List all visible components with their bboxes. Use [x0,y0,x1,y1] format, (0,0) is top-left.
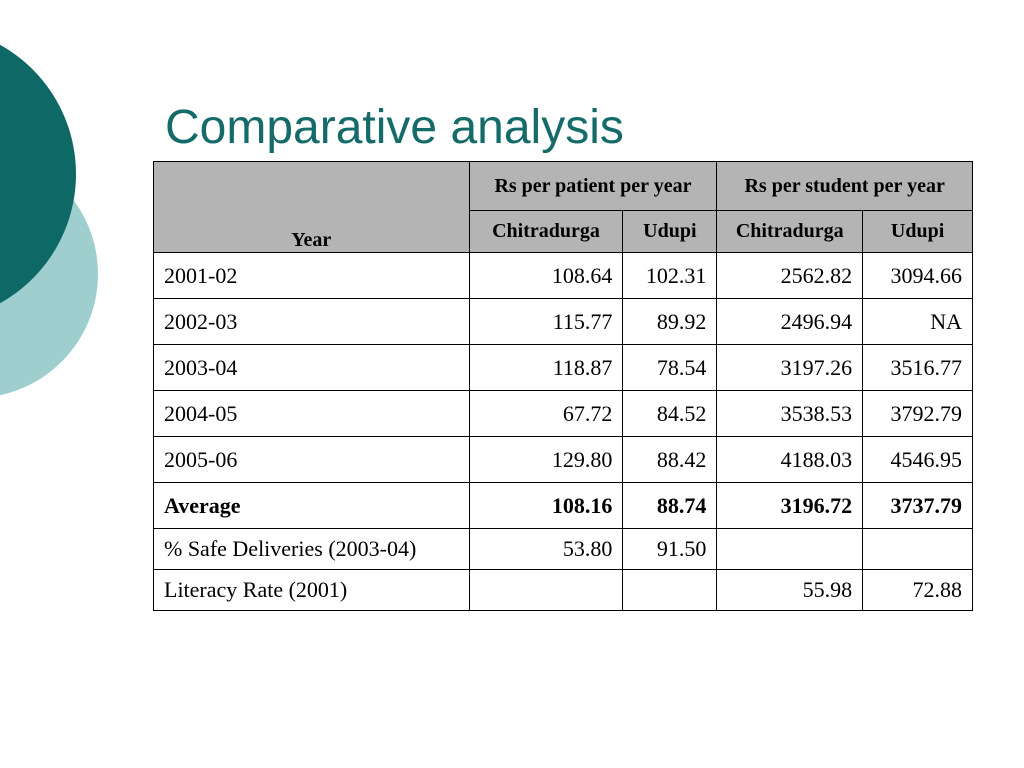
table-cell: 4188.03 [717,437,863,483]
table-cell: 102.31 [623,253,717,299]
table-cell: 78.54 [623,345,717,391]
row-label: 2005-06 [154,437,470,483]
comparison-table [153,161,973,611]
header-student-udupi: Udupi [863,211,973,253]
row-label: 2003-04 [154,345,470,391]
row-label: 2001-02 [154,253,470,299]
header-student-chitradurga: Chitradurga [717,211,863,253]
table-cell: 118.87 [469,345,623,391]
table-cell: NA [863,299,973,345]
table-cell: 88.42 [623,437,717,483]
table-cell: 91.50 [623,529,717,570]
table-cell [469,570,623,611]
table-cell: 3516.77 [863,345,973,391]
row-label: 2002-03 [154,299,470,345]
header-group-student: Rs per student per year [717,162,973,211]
row-label: Average [154,483,470,529]
table-row [154,253,973,299]
table-cell: 3538.53 [717,391,863,437]
table-cell [623,570,717,611]
table-cell: 108.16 [469,483,623,529]
table-cell: 108.64 [469,253,623,299]
table-cell: 72.88 [863,570,973,611]
header-year: Year [154,162,470,253]
table-row [154,345,973,391]
slide-title: Comparative analysis [165,101,624,154]
table-cell: 67.72 [469,391,623,437]
table-cell: 3792.79 [863,391,973,437]
table-cell: 89.92 [623,299,717,345]
header-patient-chitradurga: Chitradurga [469,211,623,253]
table-row [154,437,973,483]
table-cell: 53.80 [469,529,623,570]
table-row [154,391,973,437]
table-cell: 88.74 [623,483,717,529]
table-header-row [154,162,973,211]
safe-deliveries-row [154,529,973,570]
table-cell: 3196.72 [717,483,863,529]
header-group-patient: Rs per patient per year [469,162,717,211]
table-row [154,299,973,345]
table-cell: 84.52 [623,391,717,437]
table-cell: 2562.82 [717,253,863,299]
header-patient-udupi: Udupi [623,211,717,253]
row-label: 2004-05 [154,391,470,437]
literacy-rate-row [154,570,973,611]
table-cell: 3094.66 [863,253,973,299]
table-cell: 2496.94 [717,299,863,345]
table-cell: 3737.79 [863,483,973,529]
table-cell [863,529,973,570]
table-cell: 129.80 [469,437,623,483]
average-row [154,483,973,529]
row-label: % Safe Deliveries (2003-04) [154,529,470,570]
table-cell: 115.77 [469,299,623,345]
table-cell: 3197.26 [717,345,863,391]
row-label: Literacy Rate (2001) [154,570,470,611]
table-cell [717,529,863,570]
table-cell: 4546.95 [863,437,973,483]
table-cell: 55.98 [717,570,863,611]
